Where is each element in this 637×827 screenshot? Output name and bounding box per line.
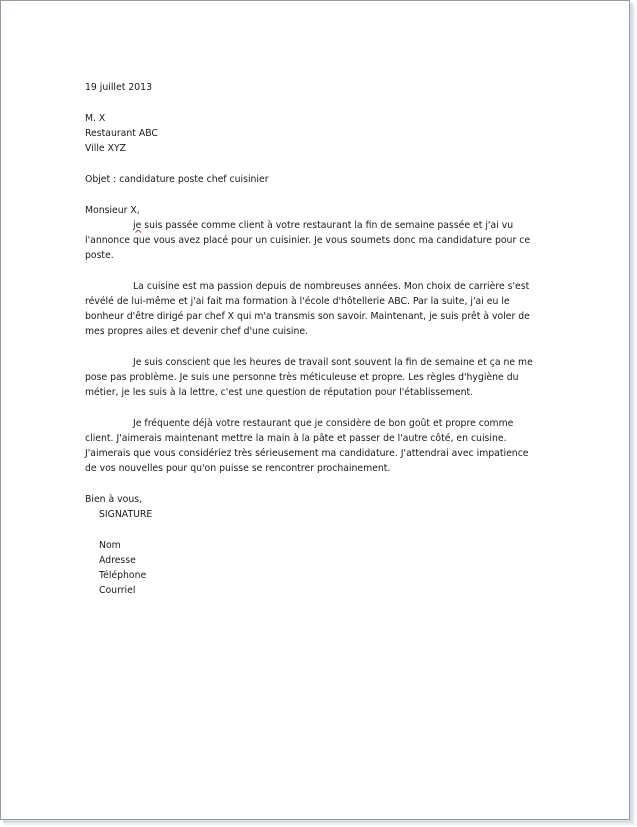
paragraph-line: métier, je les suis à la lettre, c'est une question de réputation pour l'établissement. bbox=[85, 387, 474, 398]
sender-email-field: Courriel bbox=[99, 585, 136, 596]
letter-signature: SIGNATURE bbox=[99, 509, 153, 520]
paragraph-line: Je suis conscient que les heures de travail sont souvent la fin de semaine et ça ne me bbox=[133, 357, 533, 368]
paragraph-line: bonheur d'être dirigé par chef X qui m'a transmis son savoir. Maintenant, je suis prêt à voler de bbox=[85, 311, 530, 322]
sender-address-field: Adresse bbox=[99, 555, 136, 566]
letter-date: 19 juillet 2013 bbox=[85, 82, 152, 93]
paragraph-3 bbox=[85, 355, 545, 400]
paragraph-2 bbox=[85, 279, 545, 339]
paragraph-1 bbox=[85, 218, 545, 263]
paragraph-line: mes propres ailes et devenir chef d'une cuisine. bbox=[85, 326, 309, 337]
paragraph-line: suis passée comme client à votre restaurant la fin de semaine passée et j'ai vu bbox=[141, 220, 514, 231]
letter-salutation: Monsieur X, bbox=[85, 205, 140, 216]
paragraph-line: l'annonce que vous avez placé pour un cuisinier. Je vous soumets donc ma candidature pour ce bbox=[85, 235, 531, 246]
paragraph-line: J'aimerais que vous considériez très sérieusement ma candidature. J'attendrai avec impatience bbox=[85, 448, 529, 459]
paragraph-line: révélé de lui-même et j'ai fait ma formation à l'école d'hôtellerie ABC. Par la suite, j'ai eu le bbox=[85, 296, 510, 307]
sender-phone-field: Téléphone bbox=[99, 570, 147, 581]
letter-body bbox=[85, 80, 545, 598]
letter-closing: Bien à vous, bbox=[85, 494, 143, 505]
recipient-city: Ville XYZ bbox=[85, 143, 126, 154]
sender-name-field: Nom bbox=[99, 540, 121, 551]
paragraph-line: de vos nouvelles pour qu'on puisse se rencontrer prochainement. bbox=[85, 463, 391, 474]
recipient-company: Restaurant ABC bbox=[85, 128, 158, 139]
sender-block bbox=[85, 538, 545, 598]
paragraph-line: poste. bbox=[85, 250, 114, 261]
paragraph-line: La cuisine est ma passion depuis de nombreuses années. Mon choix de carrière s'est bbox=[133, 281, 530, 292]
paragraph-line: client. J'aimerais maintenant mettre la main à la pâte et passer de l'autre côté, en cuisine. bbox=[85, 433, 507, 444]
paragraph-line: Je fréquente déjà votre restaurant que je considère de bon goût et propre comme bbox=[133, 418, 514, 429]
recipient-name: M. X bbox=[85, 113, 106, 124]
letter-subject: Objet : candidature poste chef cuisinier bbox=[85, 174, 269, 185]
spellcheck-word: je bbox=[133, 220, 142, 231]
paragraph-line: pose pas problème. Je suis une personne très méticuleuse et propre. Les règles d'hygiène du bbox=[85, 372, 519, 383]
paragraph-4 bbox=[85, 416, 545, 476]
